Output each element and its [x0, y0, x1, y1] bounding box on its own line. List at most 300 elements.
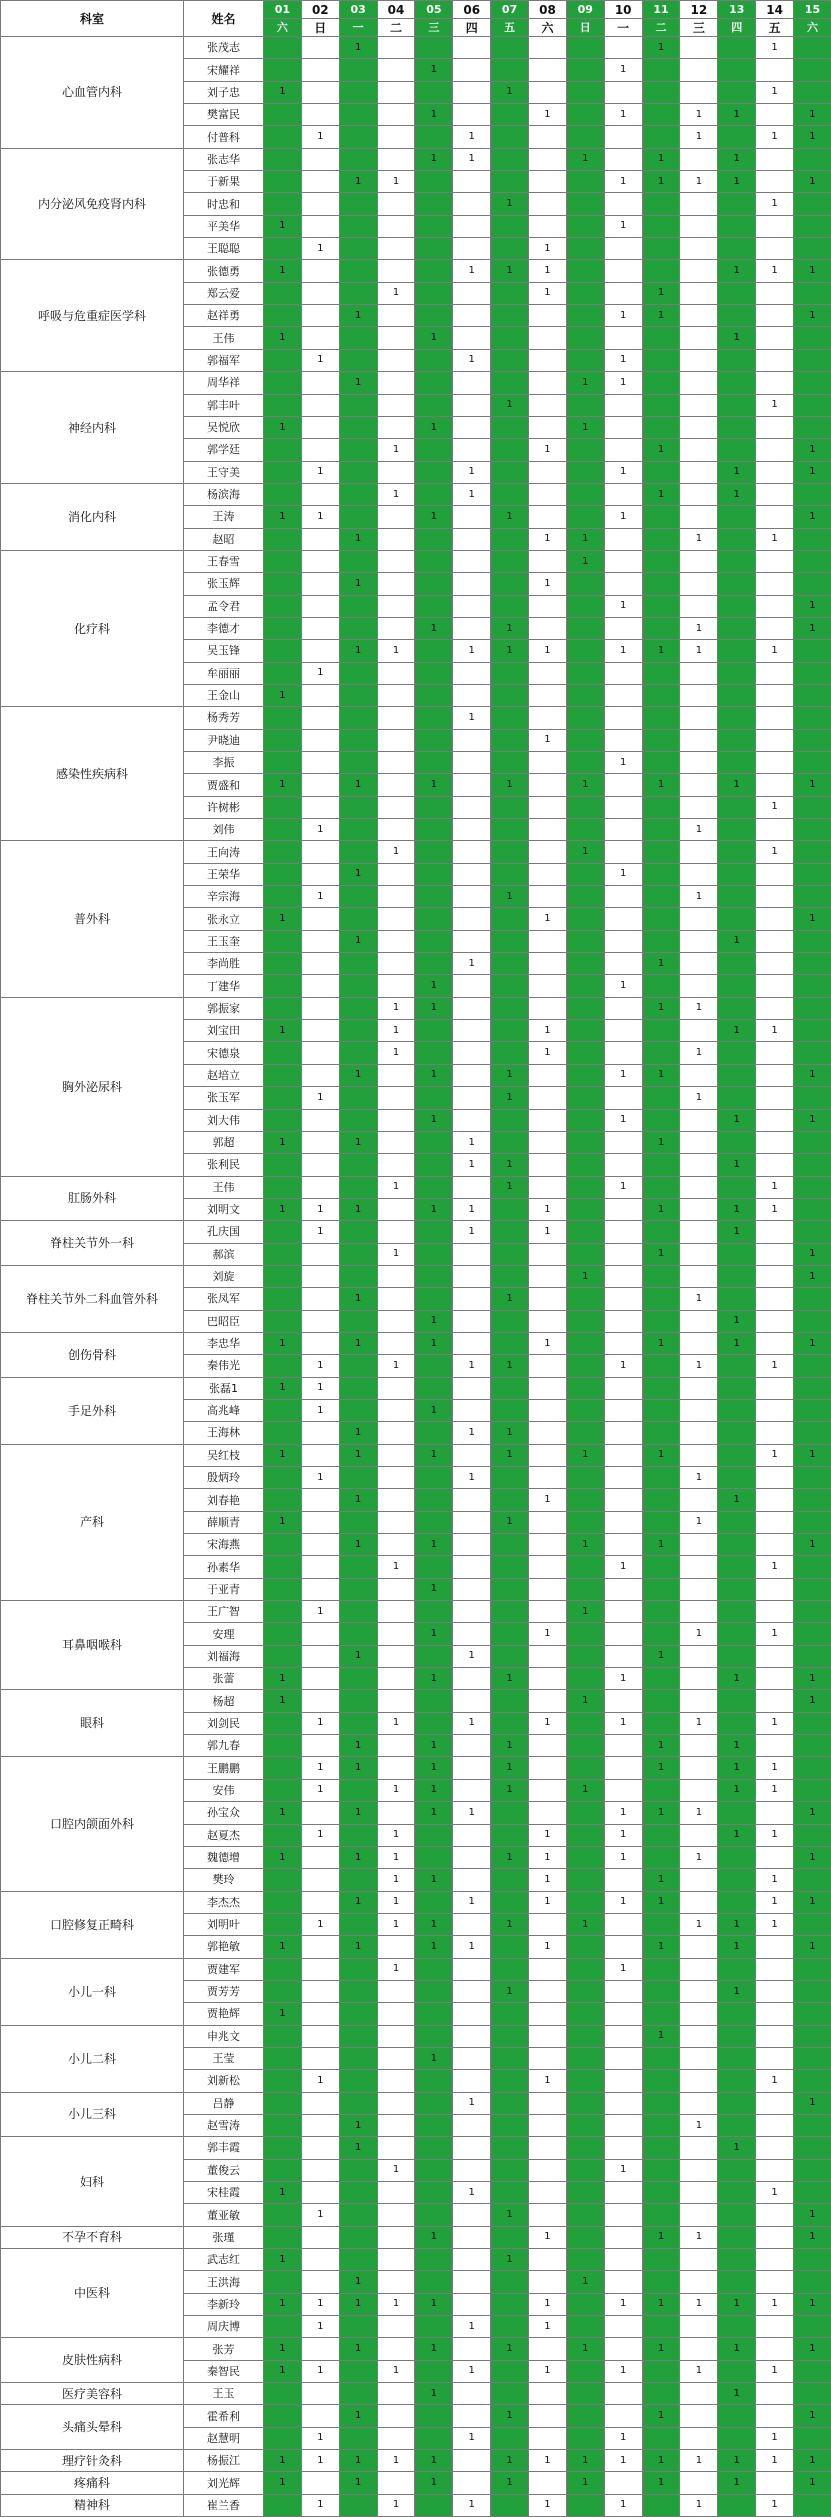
duty-cell	[491, 1645, 529, 1667]
duty-cell: 1	[339, 1332, 377, 1354]
duty-cell: 1	[415, 1735, 453, 1757]
duty-cell	[339, 2494, 377, 2516]
duty-cell: 1	[680, 1042, 718, 1064]
duty-cell	[680, 2271, 718, 2293]
duty-cell: 1	[491, 1757, 529, 1779]
duty-cell	[680, 1444, 718, 1466]
duty-cell	[529, 1355, 567, 1377]
duty-cell: 1	[566, 2450, 604, 2472]
duty-cell: 1	[453, 1712, 491, 1734]
duty-cell	[491, 2114, 529, 2136]
duty-cell	[566, 2360, 604, 2382]
duty-cell	[377, 1444, 415, 1466]
duty-cell	[415, 1020, 453, 1042]
duty-cell	[566, 752, 604, 774]
duty-cell	[491, 416, 529, 438]
duty-cell	[453, 684, 491, 706]
duty-cell	[718, 617, 756, 639]
duty-cell	[301, 282, 339, 304]
duty-cell	[264, 1355, 302, 1377]
duty-cell	[301, 1846, 339, 1868]
staff-name-cell: 丁建华	[184, 975, 264, 997]
duty-cell: 1	[301, 1467, 339, 1489]
duty-cell	[566, 238, 604, 260]
table-row	[1, 1601, 831, 1623]
duty-cell	[415, 238, 453, 260]
department-cell: 脊柱关节外一科	[1, 1221, 184, 1266]
duty-cell: 1	[377, 1243, 415, 1265]
duty-cell	[264, 1534, 302, 1556]
duty-cell	[339, 2025, 377, 2047]
staff-name-cell: 秦智民	[184, 2360, 264, 2382]
duty-cell	[377, 2137, 415, 2159]
duty-cell	[453, 908, 491, 930]
duty-cell	[264, 2405, 302, 2427]
duty-cell	[604, 908, 642, 930]
duty-cell	[377, 1221, 415, 1243]
duty-cell	[377, 327, 415, 349]
duty-cell: 1	[566, 1534, 604, 1556]
duty-cell	[453, 2249, 491, 2271]
duty-cell	[529, 1913, 567, 1935]
duty-cell	[453, 372, 491, 394]
duty-cell	[415, 707, 453, 729]
duty-cell: 1	[453, 2316, 491, 2338]
duty-cell	[756, 1601, 794, 1623]
duty-cell: 1	[377, 1958, 415, 1980]
duty-cell	[604, 2114, 642, 2136]
duty-cell	[529, 1265, 567, 1287]
duty-cell: 1	[604, 1668, 642, 1690]
duty-cell	[756, 148, 794, 170]
duty-cell	[339, 148, 377, 170]
duty-cell	[339, 1712, 377, 1734]
duty-cell	[301, 2047, 339, 2069]
duty-cell	[642, 528, 680, 550]
duty-cell: 1	[756, 2450, 794, 2472]
duty-cell	[453, 2204, 491, 2226]
duty-cell	[566, 707, 604, 729]
duty-cell	[264, 193, 302, 215]
duty-cell	[794, 215, 831, 237]
duty-cell	[264, 1913, 302, 1935]
duty-cell	[680, 796, 718, 818]
duty-cell	[377, 2070, 415, 2092]
staff-name-cell: 王伟	[184, 1176, 264, 1198]
duty-cell	[642, 863, 680, 885]
duty-cell	[377, 2405, 415, 2427]
duty-cell	[642, 1846, 680, 1868]
staff-name-cell: 王玉奎	[184, 930, 264, 952]
duty-cell	[794, 1131, 831, 1153]
duty-cell	[415, 1154, 453, 1176]
duty-cell: 1	[415, 506, 453, 528]
duty-cell	[264, 729, 302, 751]
duty-cell	[377, 2472, 415, 2494]
duty-cell	[718, 2114, 756, 2136]
duty-cell	[642, 1958, 680, 1980]
staff-name-cell: 宋耀祥	[184, 59, 264, 81]
duty-cell	[794, 1399, 831, 1421]
duty-cell	[642, 2204, 680, 2226]
duty-cell: 1	[794, 305, 831, 327]
staff-name-cell: 王广智	[184, 1601, 264, 1623]
duty-cell	[491, 997, 529, 1019]
staff-name-cell: 郭超	[184, 1131, 264, 1153]
duty-cell	[756, 1399, 794, 1421]
duty-cell	[339, 953, 377, 975]
duty-cell	[264, 349, 302, 371]
duty-cell: 1	[491, 1846, 529, 1868]
duty-cell: 1	[604, 2427, 642, 2449]
duty-cell: 1	[756, 1824, 794, 1846]
duty-cell	[301, 1869, 339, 1891]
duty-cell: 1	[718, 2137, 756, 2159]
duty-cell: 1	[301, 2070, 339, 2092]
duty-cell	[756, 1936, 794, 1958]
staff-name-cell: 王荣华	[184, 863, 264, 885]
duty-cell: 1	[529, 1846, 567, 1868]
duty-cell	[264, 573, 302, 595]
duty-cell: 1	[756, 796, 794, 818]
duty-cell	[680, 1265, 718, 1287]
duty-cell	[604, 1243, 642, 1265]
duty-cell: 1	[264, 327, 302, 349]
duty-cell	[415, 2070, 453, 2092]
duty-cell	[680, 1891, 718, 1913]
duty-cell: 1	[453, 1131, 491, 1153]
duty-cell	[642, 59, 680, 81]
duty-cell	[453, 2271, 491, 2293]
staff-name-cell: 李忠华	[184, 1332, 264, 1354]
duty-cell: 1	[301, 886, 339, 908]
duty-cell	[339, 595, 377, 617]
staff-name-cell: 郭学廷	[184, 439, 264, 461]
duty-cell	[529, 2271, 567, 2293]
duty-cell: 1	[642, 2226, 680, 2248]
duty-cell	[339, 349, 377, 371]
table-row	[1, 707, 831, 729]
duty-cell	[415, 1846, 453, 1868]
duty-cell: 1	[529, 1824, 567, 1846]
duty-cell	[415, 662, 453, 684]
weekday-header: 五	[491, 19, 529, 37]
duty-cell	[301, 2271, 339, 2293]
duty-cell	[718, 953, 756, 975]
duty-cell	[264, 1087, 302, 1109]
duty-cell	[566, 37, 604, 59]
duty-cell	[415, 1355, 453, 1377]
duty-cell	[339, 193, 377, 215]
duty-cell	[756, 215, 794, 237]
duty-cell: 1	[415, 1310, 453, 1332]
duty-cell	[529, 1087, 567, 1109]
duty-cell	[377, 2114, 415, 2136]
duty-cell: 1	[642, 2472, 680, 2494]
department-cell: 口腔内颌面外科	[1, 1757, 184, 1891]
duty-cell	[491, 975, 529, 997]
duty-cell	[491, 282, 529, 304]
duty-cell	[756, 461, 794, 483]
duty-cell	[415, 1176, 453, 1198]
duty-cell	[491, 2025, 529, 2047]
duty-cell	[794, 1712, 831, 1734]
duty-cell	[453, 550, 491, 572]
duty-cell: 1	[529, 2450, 567, 2472]
duty-cell	[301, 193, 339, 215]
duty-cell: 1	[377, 1846, 415, 1868]
duty-cell	[642, 573, 680, 595]
duty-cell	[794, 729, 831, 751]
duty-cell	[301, 528, 339, 550]
department-cell: 眼科	[1, 1690, 184, 1757]
duty-cell	[453, 1377, 491, 1399]
duty-cell	[756, 908, 794, 930]
duty-cell	[756, 729, 794, 751]
duty-cell	[718, 1958, 756, 1980]
staff-name-cell: 刘春艳	[184, 1489, 264, 1511]
duty-cell	[415, 2025, 453, 2047]
duty-cell	[491, 126, 529, 148]
duty-cell	[453, 2114, 491, 2136]
duty-cell	[491, 953, 529, 975]
duty-cell	[491, 1020, 529, 1042]
duty-cell	[264, 1824, 302, 1846]
duty-cell	[566, 2092, 604, 2114]
duty-cell	[756, 1243, 794, 1265]
duty-cell	[377, 394, 415, 416]
duty-cell	[794, 2159, 831, 2181]
duty-cell	[264, 550, 302, 572]
duty-cell	[301, 774, 339, 796]
duty-cell	[642, 1221, 680, 1243]
duty-cell	[529, 1690, 567, 1712]
duty-cell	[566, 126, 604, 148]
duty-cell	[339, 1310, 377, 1332]
duty-cell: 1	[264, 1020, 302, 1042]
duty-cell	[642, 707, 680, 729]
duty-cell	[566, 1198, 604, 1220]
duty-cell	[680, 1176, 718, 1198]
duty-cell: 1	[794, 2472, 831, 2494]
duty-cell	[264, 1601, 302, 1623]
duty-cell: 1	[415, 1913, 453, 1935]
duty-cell	[794, 2249, 831, 2271]
duty-cell	[377, 595, 415, 617]
duty-cell	[566, 394, 604, 416]
duty-cell	[491, 1690, 529, 1712]
staff-name-cell: 赵昭	[184, 528, 264, 550]
duty-cell	[529, 2025, 567, 2047]
duty-cell	[453, 2070, 491, 2092]
duty-cell	[415, 908, 453, 930]
duty-cell	[453, 506, 491, 528]
duty-cell	[529, 2383, 567, 2405]
duty-cell	[301, 1288, 339, 1310]
duty-cell: 1	[339, 2271, 377, 2293]
duty-cell	[718, 2226, 756, 2248]
duty-cell	[718, 372, 756, 394]
duty-cell	[491, 908, 529, 930]
duty-cell	[377, 1645, 415, 1667]
duty-cell	[264, 1221, 302, 1243]
duty-cell	[718, 528, 756, 550]
duty-cell	[264, 1757, 302, 1779]
table-row	[1, 841, 831, 863]
duty-cell	[756, 595, 794, 617]
duty-cell	[604, 2405, 642, 2427]
duty-cell	[415, 953, 453, 975]
duty-cell: 1	[794, 2450, 831, 2472]
duty-cell: 1	[453, 953, 491, 975]
duty-cell: 1	[756, 126, 794, 148]
duty-cell	[377, 1467, 415, 1489]
table-row	[1, 260, 831, 282]
staff-name-cell: 赵夏杰	[184, 1824, 264, 1846]
duty-cell: 1	[756, 528, 794, 550]
duty-cell	[453, 416, 491, 438]
table-row	[1, 1221, 831, 1243]
duty-cell: 1	[756, 1176, 794, 1198]
duty-cell: 1	[491, 193, 529, 215]
duty-cell	[566, 506, 604, 528]
duty-cell: 1	[604, 2293, 642, 2315]
department-cell: 消化内科	[1, 483, 184, 550]
duty-cell: 1	[642, 2025, 680, 2047]
duty-cell	[756, 1377, 794, 1399]
duty-cell: 1	[415, 59, 453, 81]
duty-cell: 1	[491, 1779, 529, 1801]
duty-cell	[453, 1958, 491, 1980]
duty-cell	[491, 1534, 529, 1556]
duty-cell	[529, 774, 567, 796]
duty-cell	[301, 1958, 339, 1980]
duty-cell: 1	[339, 2450, 377, 2472]
duty-cell	[415, 171, 453, 193]
duty-cell	[339, 796, 377, 818]
duty-cell	[453, 1779, 491, 1801]
duty-cell	[453, 595, 491, 617]
duty-cell	[301, 930, 339, 952]
duty-cell: 1	[264, 1198, 302, 1220]
duty-cell	[756, 1422, 794, 1444]
duty-cell	[680, 752, 718, 774]
duty-cell	[604, 1467, 642, 1489]
weekday-header: 二	[642, 19, 680, 37]
duty-cell	[718, 595, 756, 617]
duty-cell: 1	[794, 1668, 831, 1690]
duty-cell	[264, 662, 302, 684]
duty-cell: 1	[301, 2316, 339, 2338]
duty-cell	[718, 506, 756, 528]
duty-cell	[301, 953, 339, 975]
duty-cell	[794, 1042, 831, 1064]
duty-cell	[453, 1489, 491, 1511]
duty-cell	[529, 2182, 567, 2204]
duty-cell: 1	[264, 684, 302, 706]
duty-cell	[529, 2405, 567, 2427]
duty-cell	[566, 1511, 604, 1533]
duty-cell	[718, 2003, 756, 2025]
duty-cell	[680, 1645, 718, 1667]
duty-cell	[718, 729, 756, 751]
duty-cell	[718, 59, 756, 81]
duty-cell	[642, 1109, 680, 1131]
duty-cell	[415, 2271, 453, 2293]
duty-cell: 1	[264, 506, 302, 528]
duty-cell	[377, 1064, 415, 1086]
duty-cell: 1	[756, 640, 794, 662]
duty-cell	[453, 1042, 491, 1064]
duty-cell	[642, 1556, 680, 1578]
day-number-header: 15	[794, 1, 831, 19]
duty-cell: 1	[377, 1176, 415, 1198]
duty-cell	[415, 752, 453, 774]
duty-cell	[301, 215, 339, 237]
duty-cell	[642, 394, 680, 416]
duty-cell: 1	[453, 1645, 491, 1667]
duty-cell	[529, 2137, 567, 2159]
duty-cell	[604, 193, 642, 215]
staff-name-cell: 巴昭臣	[184, 1310, 264, 1332]
duty-cell	[794, 975, 831, 997]
duty-cell	[566, 2047, 604, 2069]
duty-cell	[680, 2204, 718, 2226]
staff-name-cell: 王向涛	[184, 841, 264, 863]
duty-cell	[264, 1891, 302, 1913]
staff-name-cell: 郭丰霞	[184, 2137, 264, 2159]
duty-cell	[794, 2137, 831, 2159]
duty-cell	[718, 1467, 756, 1489]
duty-cell	[264, 2427, 302, 2449]
duty-cell: 1	[339, 1645, 377, 1667]
duty-cell	[377, 2182, 415, 2204]
duty-cell	[604, 2092, 642, 2114]
duty-cell	[756, 1489, 794, 1511]
duty-cell	[642, 2070, 680, 2092]
duty-cell	[680, 1489, 718, 1511]
staff-name-cell: 于新果	[184, 171, 264, 193]
duty-cell	[301, 1422, 339, 1444]
duty-cell	[642, 886, 680, 908]
duty-cell: 1	[415, 1578, 453, 1600]
duty-cell	[264, 1042, 302, 1064]
duty-cell: 1	[339, 1288, 377, 1310]
duty-cell: 1	[264, 1668, 302, 1690]
duty-cell	[529, 416, 567, 438]
duty-cell	[680, 863, 718, 885]
duty-cell	[756, 2137, 794, 2159]
duty-cell	[680, 1601, 718, 1623]
duty-cell	[415, 930, 453, 952]
duty-cell	[566, 908, 604, 930]
duty-cell	[794, 37, 831, 59]
duty-cell	[680, 908, 718, 930]
duty-cell	[680, 1757, 718, 1779]
staff-name-cell: 贾芳芳	[184, 1980, 264, 2002]
duty-cell	[339, 238, 377, 260]
duty-cell	[604, 416, 642, 438]
staff-name-cell: 樊玲	[184, 1869, 264, 1891]
duty-cell	[529, 59, 567, 81]
duty-cell: 1	[339, 1131, 377, 1153]
duty-cell	[491, 2271, 529, 2293]
duty-cell	[756, 2047, 794, 2069]
duty-cell: 1	[642, 1444, 680, 1466]
duty-cell	[566, 349, 604, 371]
duty-cell	[756, 2226, 794, 2248]
duty-cell	[604, 1221, 642, 1243]
